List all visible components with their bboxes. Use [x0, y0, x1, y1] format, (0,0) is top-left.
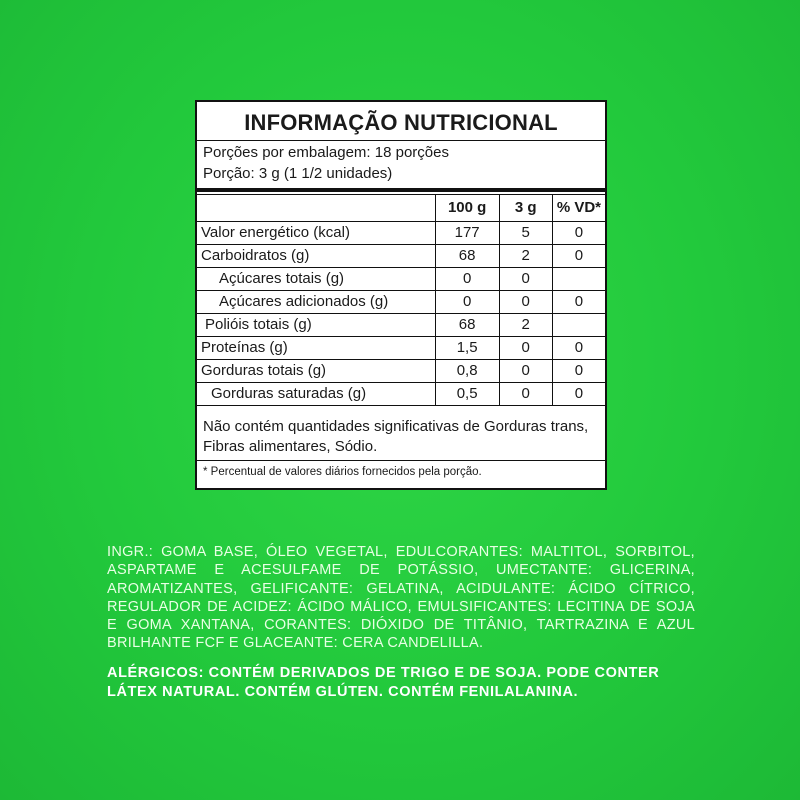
serving-size: Porção: 3 g (1 1/2 unidades) — [203, 165, 393, 182]
value-vd: 0 — [552, 383, 605, 406]
value-vd — [552, 314, 605, 337]
value-3g: 0 — [499, 383, 552, 406]
table-row — [197, 337, 605, 360]
nutrient-name: Gorduras saturadas (g) — [197, 383, 435, 406]
value-100g: 68 — [435, 314, 499, 337]
value-vd: 0 — [552, 245, 605, 268]
value-vd: 0 — [552, 291, 605, 314]
table-row — [197, 383, 605, 406]
column-header-3g: 3 g — [499, 195, 552, 222]
value-3g: 5 — [499, 222, 552, 245]
nutrient-name: Carboidratos (g) — [197, 245, 435, 268]
value-3g: 2 — [499, 314, 552, 337]
value-100g: 68 — [435, 245, 499, 268]
nutrient-name: Valor energético (kcal) — [197, 222, 435, 245]
value-3g: 0 — [499, 360, 552, 383]
value-3g: 0 — [499, 337, 552, 360]
value-vd: 0 — [552, 360, 605, 383]
ingredients-text: INGR.: GOMA BASE, ÓLEO VEGETAL, EDULCORANTES: MALTITOL, SORBITOL, ASPARTAME E ACESULFAME DE POTÁSSIO, UMECTANTE: GLICERINA, AROMATIZANTES, GELIFICANTE: GELATINA, ACIDULANTE: ÁCIDO CÍTRICO, REGULADOR DE ACIDEZ: ÁCIDO MÁLICO, EMULSIFICANTES: LECITINA DE SOJA E GOMA XANTANA, CORANTES: DIÓXIDO DE TITÂNIO, TARTRAZINA E AZUL BRILHANTE FCF E GLACEANTE: CERA CANDELILLA. — [107, 544, 695, 652]
table-row — [197, 268, 605, 291]
value-vd: 0 — [552, 337, 605, 360]
thick-divider — [197, 188, 605, 192]
value-100g: 0,5 — [435, 383, 499, 406]
column-header-vd: % VD* — [552, 195, 605, 222]
table-row — [197, 314, 605, 337]
value-3g: 0 — [499, 291, 552, 314]
nutrient-name: Polióis totais (g) — [197, 314, 435, 337]
value-3g: 2 — [499, 245, 552, 268]
nutrient-name: Proteínas (g) — [197, 337, 435, 360]
nutrient-name: Gorduras totais (g) — [197, 360, 435, 383]
nutrition-table — [197, 194, 605, 406]
value-100g: 0 — [435, 268, 499, 291]
daily-value-footnote: * Percentual de valores diários fornecidos pela porção. — [203, 466, 482, 478]
value-100g: 0,8 — [435, 360, 499, 383]
nutrient-name: Açúcares totais (g) — [197, 268, 435, 291]
value-100g: 0 — [435, 291, 499, 314]
value-vd — [552, 268, 605, 291]
value-100g: 1,5 — [435, 337, 499, 360]
table-row — [197, 245, 605, 268]
value-3g: 0 — [499, 268, 552, 291]
nutrient-name: Açúcares adicionados (g) — [197, 291, 435, 314]
value-vd: 0 — [552, 222, 605, 245]
table-row — [197, 291, 605, 314]
not-significant-note: Não contém quantidades significativas de Gorduras trans, Fibras alimentares, Sódio. — [203, 418, 589, 455]
allergens-text: ALÉRGICOS: CONTÉM DERIVADOS DE TRIGO E DE SOJA. PODE CONTER LÁTEX NATURAL. CONTÉM GLÚTEN. CONTÉM FENILALANINA. — [107, 665, 660, 700]
servings-per-package: Porções por embalagem: 18 porções — [203, 144, 449, 161]
header-blank-cell — [197, 195, 435, 222]
divider — [197, 460, 605, 461]
table-row — [197, 222, 605, 245]
nutrition-facts-panel — [195, 100, 607, 490]
table-row — [197, 360, 605, 383]
nutrition-title: INFORMAÇÃO NUTRICIONAL — [244, 110, 558, 135]
value-100g: 177 — [435, 222, 499, 245]
table-header-row — [197, 195, 605, 222]
column-header-100g: 100 g — [435, 195, 499, 222]
divider — [197, 140, 605, 141]
